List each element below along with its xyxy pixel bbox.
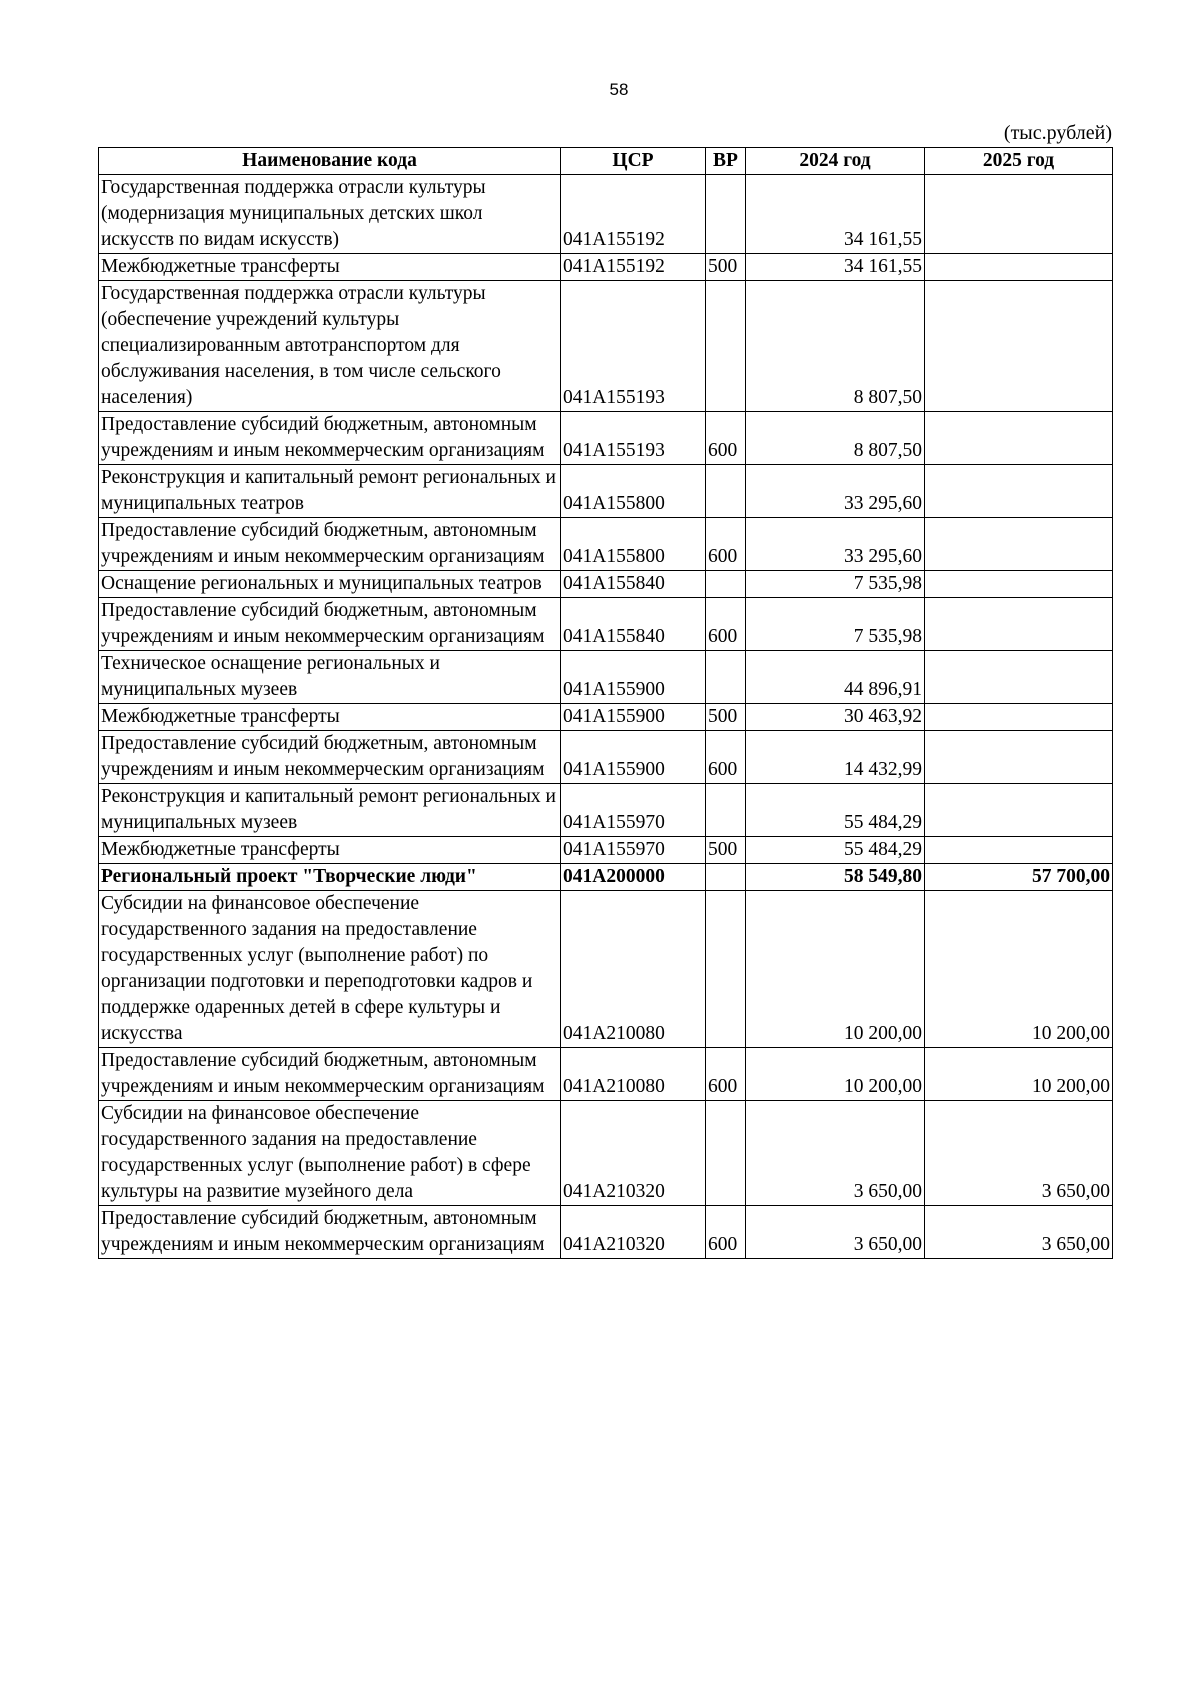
cell-name: Государственная поддержка отрасли культуры (обеспечение учреждений культуры специализированным автотранспортом для обслуживания населения, в том числе сельского населения): [99, 281, 561, 412]
cell-csr: 041A155900: [561, 704, 706, 731]
cell-2024: 33 295,60: [746, 518, 925, 571]
cell-vr: [706, 651, 746, 704]
cell-2024: 8 807,50: [746, 281, 925, 412]
cell-2025: [925, 281, 1113, 412]
cell-name: Реконструкция и капитальный ремонт региональных и муниципальных музеев: [99, 784, 561, 837]
cell-name: Предоставление субсидий бюджетным, автономным учреждениям и иным некоммерческим организациям: [99, 1206, 561, 1259]
table-row: [99, 518, 1113, 571]
cell-csr: 041A210080: [561, 1048, 706, 1101]
table-row: [99, 571, 1113, 598]
table-row: [99, 1206, 1113, 1259]
cell-vr: [706, 571, 746, 598]
table-body: [99, 175, 1113, 1259]
header-2024: 2024 год: [746, 148, 925, 175]
table-row: [99, 704, 1113, 731]
cell-2024: 10 200,00: [746, 891, 925, 1048]
cell-vr: 600: [706, 1048, 746, 1101]
cell-vr: 600: [706, 412, 746, 465]
cell-vr: 500: [706, 837, 746, 864]
budget-table: [98, 147, 1113, 1259]
cell-vr: 500: [706, 704, 746, 731]
cell-name: Предоставление субсидий бюджетным, автономным учреждениям и иным некоммерческим организациям: [99, 518, 561, 571]
cell-2024: 58 549,80: [746, 864, 925, 891]
cell-2025: [925, 598, 1113, 651]
table-row: [99, 1048, 1113, 1101]
cell-vr: 600: [706, 518, 746, 571]
table-row: [99, 864, 1113, 891]
cell-2025: [925, 704, 1113, 731]
cell-csr: 041A155970: [561, 837, 706, 864]
cell-2025: 10 200,00: [925, 1048, 1113, 1101]
cell-2025: 3 650,00: [925, 1206, 1113, 1259]
cell-csr: 041A200000: [561, 864, 706, 891]
units-label: (тыс.рублей): [1003, 122, 1112, 144]
table-row: [99, 837, 1113, 864]
table-row: [99, 412, 1113, 465]
cell-2025: [925, 571, 1113, 598]
cell-name: Предоставление субсидий бюджетным, автономным учреждениям и иным некоммерческим организациям: [99, 598, 561, 651]
table-row: [99, 891, 1113, 1048]
table-row: [99, 175, 1113, 254]
cell-2024: 55 484,29: [746, 837, 925, 864]
table-row: [99, 598, 1113, 651]
cell-2024: 8 807,50: [746, 412, 925, 465]
cell-2025: [925, 465, 1113, 518]
cell-2025: [925, 837, 1113, 864]
cell-2025: [925, 518, 1113, 571]
cell-csr: 041A155840: [561, 598, 706, 651]
cell-vr: [706, 864, 746, 891]
cell-name: Предоставление субсидий бюджетным, автономным учреждениям и иным некоммерческим организациям: [99, 1048, 561, 1101]
cell-2024: 7 535,98: [746, 571, 925, 598]
table-row: [99, 254, 1113, 281]
header-vr: ВР: [706, 148, 746, 175]
cell-name: Региональный проект "Творческие люди": [99, 864, 561, 891]
cell-csr: 041A155970: [561, 784, 706, 837]
cell-2024: 7 535,98: [746, 598, 925, 651]
cell-2024: 34 161,55: [746, 254, 925, 281]
cell-name: Межбюджетные трансферты: [99, 704, 561, 731]
cell-csr: 041A155192: [561, 254, 706, 281]
cell-csr: 041A155900: [561, 731, 706, 784]
cell-2024: 3 650,00: [746, 1206, 925, 1259]
header-2025: 2025 год: [925, 148, 1113, 175]
cell-2024: 34 161,55: [746, 175, 925, 254]
cell-name: Предоставление субсидий бюджетным, автономным учреждениям и иным некоммерческим организациям: [99, 731, 561, 784]
cell-name: Субсидии на финансовое обеспечение государственного задания на предоставление государственных услуг (выполнение работ) в сфере культуры на развитие музейного дела: [99, 1101, 561, 1206]
cell-2024: 14 432,99: [746, 731, 925, 784]
cell-csr: 041A155192: [561, 175, 706, 254]
cell-vr: 600: [706, 1206, 746, 1259]
cell-vr: [706, 891, 746, 1048]
cell-name: Государственная поддержка отрасли культуры (модернизация муниципальных детских школ искусств по видам искусств): [99, 175, 561, 254]
cell-2025: [925, 175, 1113, 254]
cell-2025: [925, 731, 1113, 784]
cell-2024: 33 295,60: [746, 465, 925, 518]
cell-vr: [706, 465, 746, 518]
cell-2025: [925, 412, 1113, 465]
cell-vr: [706, 175, 746, 254]
cell-2025: 3 650,00: [925, 1101, 1113, 1206]
page-number: 58: [609, 80, 629, 99]
cell-name: Межбюджетные трансферты: [99, 254, 561, 281]
cell-vr: 500: [706, 254, 746, 281]
header-csr: ЦСР: [561, 148, 706, 175]
table-row: [99, 1101, 1113, 1206]
cell-2025: 57 700,00: [925, 864, 1113, 891]
cell-2024: 44 896,91: [746, 651, 925, 704]
cell-vr: 600: [706, 598, 746, 651]
cell-2024: 55 484,29: [746, 784, 925, 837]
cell-csr: 041A155840: [561, 571, 706, 598]
table-row: [99, 281, 1113, 412]
cell-vr: [706, 1101, 746, 1206]
table-row: [99, 784, 1113, 837]
cell-name: Субсидии на финансовое обеспечение государственного задания на предоставление государственных услуг (выполнение работ) по организации подготовки и переподготовки кадров и поддержке одаренных детей в сфере культуры и искусства: [99, 891, 561, 1048]
cell-2024: 30 463,92: [746, 704, 925, 731]
cell-vr: [706, 784, 746, 837]
cell-2025: [925, 784, 1113, 837]
table-row: [99, 731, 1113, 784]
cell-name: Межбюджетные трансферты: [99, 837, 561, 864]
cell-name: Оснащение региональных и муниципальных театров: [99, 571, 561, 598]
cell-csr: 041A155800: [561, 518, 706, 571]
table-row: [99, 465, 1113, 518]
cell-vr: 600: [706, 731, 746, 784]
table-header-row: [99, 148, 1113, 175]
cell-2024: 3 650,00: [746, 1101, 925, 1206]
cell-csr: 041A210080: [561, 891, 706, 1048]
cell-csr: 041A155800: [561, 465, 706, 518]
cell-csr: 041A155193: [561, 412, 706, 465]
cell-csr: 041A210320: [561, 1101, 706, 1206]
cell-2024: 10 200,00: [746, 1048, 925, 1101]
cell-vr: [706, 281, 746, 412]
header-name: Наименование кода: [99, 148, 561, 175]
cell-2025: 10 200,00: [925, 891, 1113, 1048]
table-row: [99, 651, 1113, 704]
cell-name: Предоставление субсидий бюджетным, автономным учреждениям и иным некоммерческим организациям: [99, 412, 561, 465]
cell-csr: 041A155193: [561, 281, 706, 412]
cell-csr: 041A210320: [561, 1206, 706, 1259]
cell-csr: 041A155900: [561, 651, 706, 704]
cell-2025: [925, 651, 1113, 704]
cell-2025: [925, 254, 1113, 281]
cell-name: Техническое оснащение региональных и муниципальных музеев: [99, 651, 561, 704]
cell-name: Реконструкция и капитальный ремонт региональных и муниципальных театров: [99, 465, 561, 518]
